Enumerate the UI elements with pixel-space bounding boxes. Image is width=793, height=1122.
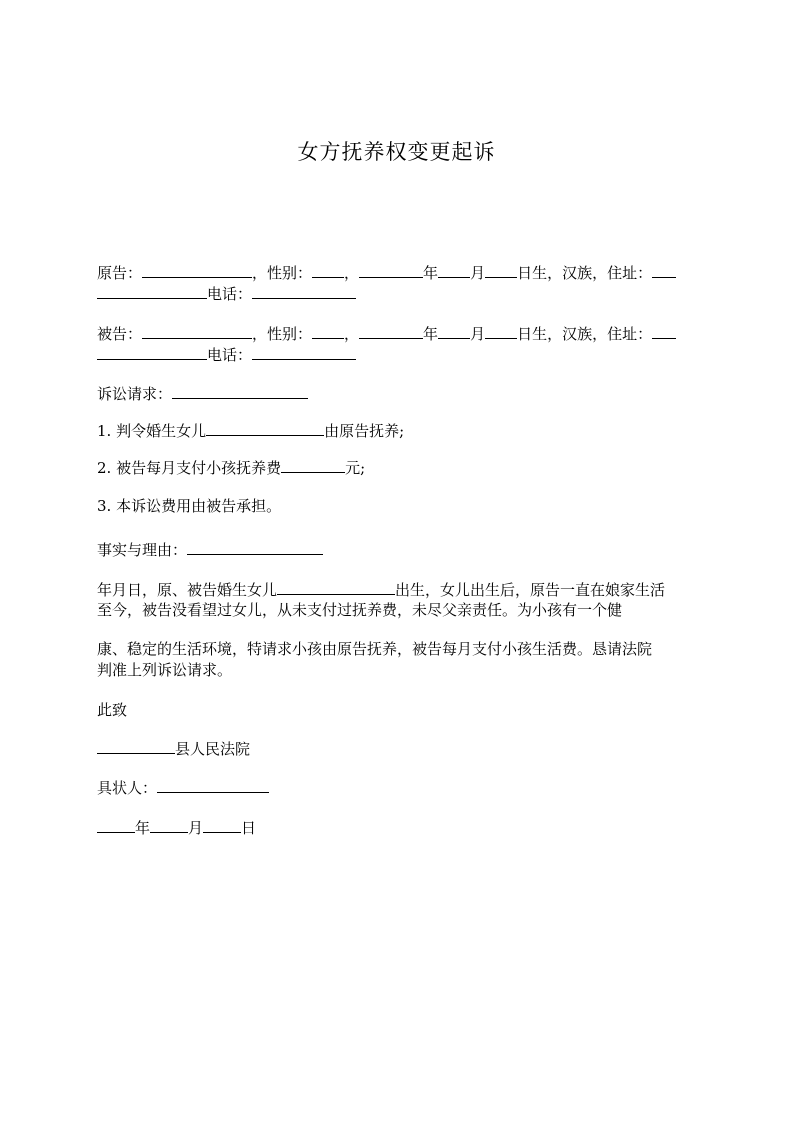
plaintiff-label: 原告： (97, 264, 143, 282)
claim-1-suffix: 由原告抚养; (324, 422, 405, 440)
facts-paragraph-1-line-2 (97, 600, 622, 620)
court-line (97, 738, 250, 759)
month-label: 月 (470, 325, 486, 343)
date-year-blank (97, 817, 135, 833)
claims-label: 诉讼请求： (97, 385, 173, 403)
plaintiff-birth-month-blank (438, 262, 470, 278)
plaintiff-birth-year-blank (359, 262, 423, 278)
defendant-label: 被告： (97, 325, 143, 343)
signer-line (97, 777, 269, 798)
facts-paragraph-2-line-1 (97, 639, 652, 659)
facts-heading (97, 539, 323, 560)
plaintiff-info-label: 日生，汉族，住址： (517, 264, 653, 282)
salutation-text: 此致 (97, 701, 128, 719)
comma: ， (344, 325, 360, 343)
support-amount-blank (281, 457, 345, 473)
year-label: 年 (423, 325, 439, 343)
daughter-name-blank (277, 579, 395, 595)
plaintiff-phone-blank (252, 283, 356, 299)
date-year-label: 年 (135, 819, 151, 837)
plaintiff-phone-label: 电话： (207, 285, 253, 303)
defendant-birth-day-blank (485, 323, 517, 339)
plaintiff-gender-blank (312, 262, 344, 278)
plaintiff-name-blank (142, 262, 252, 278)
claim-2-suffix: 元; (345, 459, 366, 477)
claim-1-text: 1. 判令婚生女儿 (97, 422, 207, 440)
plaintiff-line-1 (97, 262, 676, 283)
date-line (97, 817, 256, 838)
facts-paragraph-1-line-1 (97, 579, 665, 600)
claims-blank (172, 383, 308, 399)
facts-p2-line2: 判准上列诉讼请求。 (97, 661, 233, 679)
date-day-blank (203, 817, 241, 833)
defendant-phone-label: 电话： (207, 346, 253, 364)
facts-p1-line2: 至今，被告没看望过女儿，从未支付过抚养费，未尽父亲责任。为小孩有一个健 (97, 601, 623, 619)
month-label: 月 (470, 264, 486, 282)
defendant-birth-month-blank (438, 323, 470, 339)
facts-blank (187, 539, 323, 555)
facts-p1-text: 年月日，原、被告婚生女儿 (97, 581, 278, 599)
facts-label: 事实与理由： (97, 541, 188, 559)
year-label: 年 (423, 264, 439, 282)
signer-label: 具状人： (97, 779, 158, 797)
defendant-birth-year-blank (359, 323, 423, 339)
claim-3-text: 3. 本诉讼费用由被告承担。 (97, 497, 282, 515)
defendant-gender-label: ，性别： (252, 325, 313, 343)
court-name-suffix: 县人民法院 (175, 740, 251, 758)
plaintiff-address-blank (652, 262, 676, 278)
defendant-info-label: 日生，汉族，住址： (517, 325, 653, 343)
plaintiff-line-2 (97, 283, 356, 304)
facts-p1-text-cont: 出生，女儿出生后，原告一直在娘家生活 (395, 581, 666, 599)
daughter-name-blank (206, 420, 324, 436)
claims-heading (97, 383, 308, 404)
defendant-line-1 (97, 323, 676, 344)
claim-2-text: 2. 被告每月支付小孩抚养费 (97, 459, 282, 477)
facts-paragraph-2-line-2 (97, 660, 232, 680)
facts-p2-line1: 康、稳定的生活环境，特请求小孩由原告抚养，被告每月支付小孩生活费。恳请法院 (97, 640, 653, 658)
defendant-name-blank (142, 323, 252, 339)
plaintiff-birth-day-blank (485, 262, 517, 278)
signer-blank (157, 777, 269, 793)
document-title: 女方抚养权变更起诉 (297, 140, 496, 164)
claim-item-2 (97, 457, 365, 478)
defendant-address-blank-cont (97, 344, 207, 360)
county-blank (97, 738, 175, 754)
defendant-line-2 (97, 344, 356, 365)
date-month-label: 月 (188, 819, 204, 837)
claim-item-3 (97, 496, 281, 516)
defendant-phone-blank (252, 344, 356, 360)
plaintiff-gender-label: ，性别： (252, 264, 313, 282)
date-day-label: 日 (241, 819, 257, 837)
claim-item-1 (97, 420, 404, 441)
salutation (97, 700, 127, 720)
defendant-gender-blank (312, 323, 344, 339)
date-month-blank (150, 817, 188, 833)
plaintiff-address-blank-cont (97, 283, 207, 299)
defendant-address-blank (652, 323, 676, 339)
comma: ， (344, 264, 360, 282)
